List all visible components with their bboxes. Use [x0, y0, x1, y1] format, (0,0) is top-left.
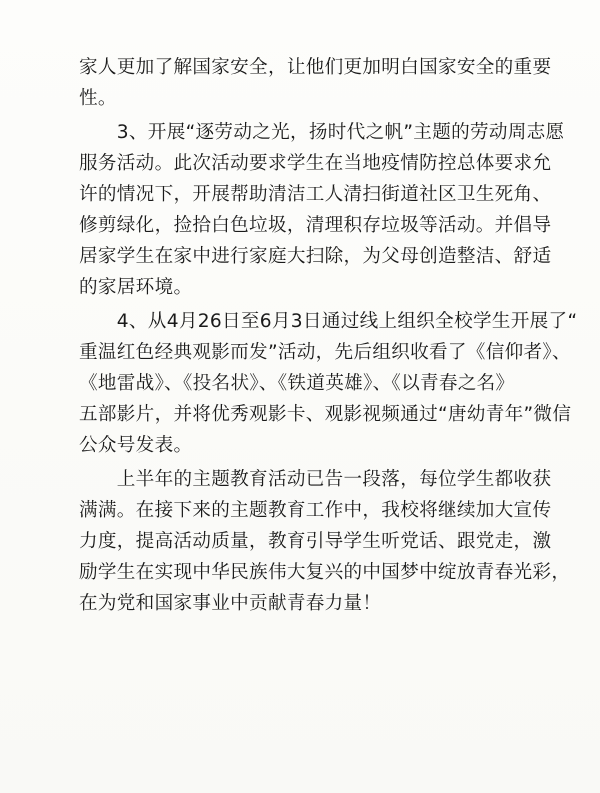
- text-line: 3、开展“逐劳动之光，扬时代之帆”主题的劳动周志愿: [79, 122, 565, 143]
- text-line: 励学生在实现中华民族伟大复兴的中国梦中绽放青春光彩，: [79, 562, 571, 583]
- document-body: [79, 52, 578, 619]
- paragraph-film-viewing: [79, 306, 578, 461]
- text-line: 4、从4月26日至6月3日通过线上组织全校学生开展了“: [79, 311, 578, 332]
- text-line: 在为党和国家事业中贡献青春力量！: [79, 593, 382, 614]
- text-line: 的家居环境。: [79, 277, 193, 298]
- paragraph-summary: [79, 464, 571, 619]
- text-line: 服务活动。此次活动要求学生在当地疫情防控总体要求允: [79, 153, 552, 174]
- text-line: 公众号发表。: [79, 435, 193, 456]
- text-line: 上半年的主题教育活动已告一段落，每位学生都收获: [79, 469, 552, 490]
- paragraph-labor-week: [79, 117, 565, 303]
- text-line: 家人更加了解国家安全，让他们更加明白国家安全的重要: [79, 57, 552, 78]
- text-line: 许的情况下，开展帮助清洁工人清扫街道社区卫生死角、: [79, 184, 552, 205]
- text-line: 居家学生在家中进行家庭大扫除，为父母创造整洁、舒适: [79, 246, 552, 267]
- text-line: 性。: [79, 88, 117, 109]
- paragraph-national-security: [79, 52, 552, 114]
- text-line: 五部影片，并将优秀观影卡、观影视频通过“唐幼青年”微信: [79, 404, 572, 425]
- text-line: 《地雷战》、《投名状》、《铁道英雄》、《以青春之名》: [79, 373, 515, 394]
- text-line: 力度，提高活动质量，教育引导学生听党话、跟党走，激: [79, 531, 552, 552]
- text-line: 重温红色经典观影而发”活动，先后组织收看了《信仰者》、: [79, 342, 571, 363]
- text-line: 修剪绿化，捡拾白色垃圾，清理积存垃圾等活动。并倡导: [79, 215, 552, 236]
- text-line: 满满。在接下来的主题教育工作中，我校将继续加大宣传: [79, 500, 552, 521]
